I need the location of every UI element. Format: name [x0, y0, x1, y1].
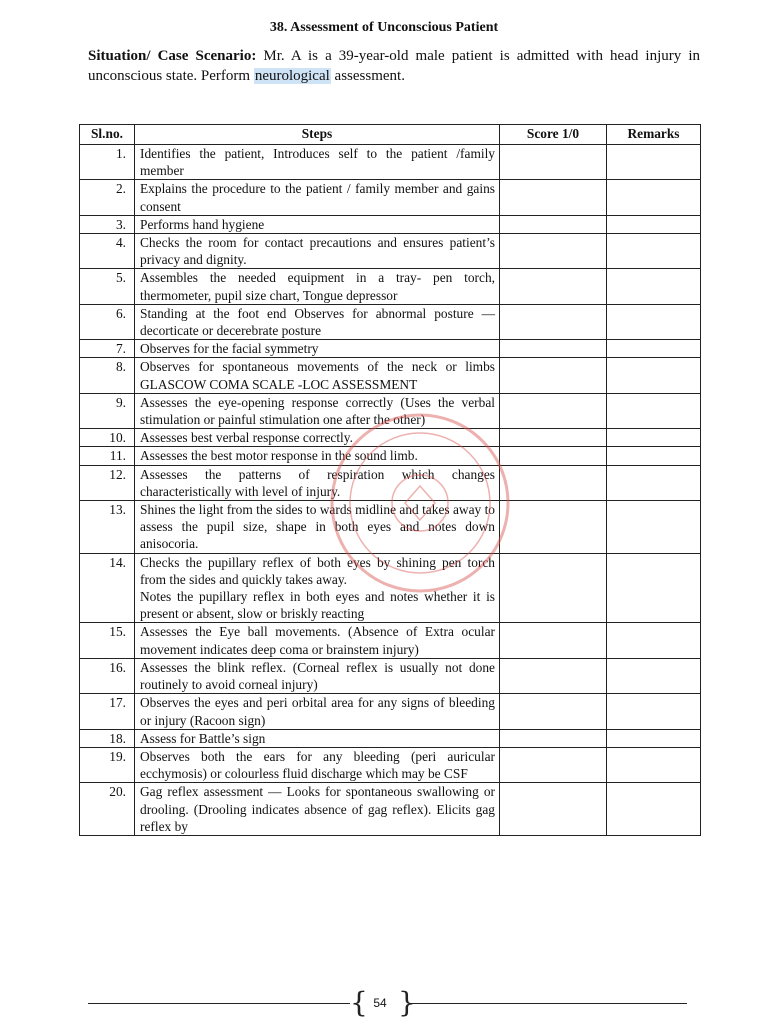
row-step-text: Explains the procedure to the patient / family member and gains consent [140, 181, 495, 214]
row-sl-no: 13. [80, 501, 135, 554]
row-remarks-cell[interactable] [607, 215, 701, 233]
row-score-cell[interactable] [500, 553, 607, 623]
table-row [80, 358, 701, 393]
row-score-cell[interactable] [500, 729, 607, 747]
scenario-label: Situation/ Case Scenario: [88, 48, 257, 64]
row-step-text: Observes for the facial symmetry [140, 341, 319, 357]
scenario-highlight: neurological [254, 68, 330, 84]
row-score-cell[interactable] [500, 234, 607, 269]
table-row [80, 658, 701, 693]
row-step [135, 623, 500, 658]
row-step-text: Checks the pupillary reflex of both eyes by shining pen torch from the sides and quickly takes away. [140, 554, 495, 587]
row-score-cell[interactable] [500, 783, 607, 836]
table-row [80, 447, 701, 465]
table-row [80, 234, 701, 269]
row-sl-no: 7. [80, 340, 135, 358]
row-score-cell[interactable] [500, 747, 607, 782]
row-remarks-cell[interactable] [607, 393, 701, 428]
row-step [135, 501, 500, 554]
row-score-cell[interactable] [500, 145, 607, 180]
footer-rule-right [412, 1003, 687, 1004]
row-sl-no: 20. [80, 783, 135, 836]
row-step [135, 729, 500, 747]
row-remarks-cell[interactable] [607, 658, 701, 693]
row-score-cell[interactable] [500, 304, 607, 339]
row-sl-no: 14. [80, 553, 135, 623]
row-step-text: Shines the light from the sides to wards midline and takes away to assess the pupil size, shape in both eyes and notes down anisocoria. [140, 502, 495, 552]
row-step [135, 145, 500, 180]
assessment-table [79, 124, 701, 836]
table-row [80, 465, 701, 500]
row-sl-no: 4. [80, 234, 135, 269]
row-score-cell[interactable] [500, 623, 607, 658]
table-row [80, 783, 701, 836]
row-step [135, 180, 500, 215]
row-sl-no: 18. [80, 729, 135, 747]
row-sl-no: 12. [80, 465, 135, 500]
row-remarks-cell[interactable] [607, 358, 701, 393]
row-step-text: Assess for Battle’s sign [140, 730, 266, 746]
row-step-text: Assesses best verbal response correctly. [140, 430, 353, 446]
row-score-cell[interactable] [500, 215, 607, 233]
row-score-cell[interactable] [500, 658, 607, 693]
row-step [135, 465, 500, 500]
row-remarks-cell[interactable] [607, 180, 701, 215]
row-remarks-cell[interactable] [607, 553, 701, 623]
row-step [135, 658, 500, 693]
row-score-cell[interactable] [500, 447, 607, 465]
row-remarks-cell[interactable] [607, 269, 701, 304]
row-sl-no: 5. [80, 269, 135, 304]
row-sl-no: 16. [80, 658, 135, 693]
row-step [135, 234, 500, 269]
row-score-cell[interactable] [500, 269, 607, 304]
footer-brace-left: { [350, 986, 368, 1019]
row-score-cell[interactable] [500, 429, 607, 447]
row-step-text: Gag reflex assessment — Looks for spontaneous swallowing or drooling. (Drooling indicates absence of gag reflex). Elicits gag reflex by [140, 784, 495, 834]
row-step-text: Assesses the blink reflex. (Corneal reflex is usually not done routinely to avoid corneal injury) [140, 659, 495, 693]
table-row [80, 145, 701, 180]
row-score-cell[interactable] [500, 340, 607, 358]
table-row [80, 501, 701, 554]
row-step [135, 393, 500, 428]
row-remarks-cell[interactable] [607, 145, 701, 180]
row-remarks-cell[interactable] [607, 304, 701, 339]
header-steps: Steps [135, 125, 500, 145]
row-remarks-cell[interactable] [607, 623, 701, 658]
table-row [80, 304, 701, 339]
row-step-text: Assesses the Eye ball movements. (Absence of Extra ocular movement indicates deep coma or brainstem injury) [140, 624, 495, 657]
row-step [135, 783, 500, 836]
row-step [135, 447, 500, 465]
row-score-cell[interactable] [500, 694, 607, 729]
row-remarks-cell[interactable] [607, 747, 701, 782]
footer-brace-right: } [398, 986, 416, 1019]
row-sl-no: 11. [80, 447, 135, 465]
row-score-cell[interactable] [500, 501, 607, 554]
row-sl-no: 8. [80, 358, 135, 393]
row-step [135, 215, 500, 233]
table-row [80, 215, 701, 233]
row-score-cell[interactable] [500, 465, 607, 500]
table-header-row [80, 125, 701, 145]
row-score-cell[interactable] [500, 180, 607, 215]
row-sl-no: 2. [80, 180, 135, 215]
row-step-text-continued: Notes the pupillary reflex in both eyes and notes whether it is present or absent, slow or briskly reacting [140, 589, 495, 622]
row-remarks-cell[interactable] [607, 465, 701, 500]
page-number: 54 [373, 996, 387, 1010]
row-step [135, 429, 500, 447]
row-sl-no: 6. [80, 304, 135, 339]
table-row [80, 747, 701, 782]
row-remarks-cell[interactable] [607, 340, 701, 358]
row-step-text: Identifies the patient, Introduces self to the patient /family member [140, 146, 495, 179]
row-step-text: Checks the room for contact precautions and ensures patient’s privacy and dignity. [140, 235, 495, 268]
row-step-text: Observes the eyes and peri orbital area for any signs of bleeding or injury (Racoon sign) [140, 695, 495, 728]
row-step [135, 340, 500, 358]
row-step [135, 269, 500, 304]
row-step [135, 747, 500, 782]
header-remarks: Remarks [607, 125, 701, 145]
table-row [80, 623, 701, 658]
row-step-text: Assembles the needed equipment in a tray- pen torch, thermometer, pupil size chart, Tongue depressor [140, 270, 495, 303]
row-step [135, 553, 500, 623]
row-step-text: Performs hand hygiene [140, 216, 265, 232]
row-sl-no: 19. [80, 747, 135, 782]
row-sl-no: 1. [80, 145, 135, 180]
row-step-text: Observes both the ears for any bleeding (peri auricular ecchymosis) or colourless fluid discharge which may be CSF [140, 748, 495, 782]
page-title: 38. Assessment of Unconscious Patient [269, 20, 499, 35]
row-remarks-cell[interactable] [607, 447, 701, 465]
row-step-text: Observes for spontaneous movements of the neck or limbs GLASCOW COMA SCALE -LOC ASSESSMENT [140, 359, 495, 392]
header-sl-no: Sl.no. [80, 125, 135, 145]
row-sl-no: 15. [80, 623, 135, 658]
table-row [80, 729, 701, 747]
row-remarks-cell[interactable] [607, 729, 701, 747]
row-remarks-cell[interactable] [607, 501, 701, 554]
row-step-text: Assesses the best motor response in the sound limb. [140, 448, 418, 464]
row-score-cell[interactable] [500, 393, 607, 428]
header-score: Score 1/0 [500, 125, 607, 145]
scenario-text-before: Mr. A is a 39-year-old male patient is admitted with head injury in unconscious state. Perform [88, 48, 701, 84]
row-score-cell[interactable] [500, 358, 607, 393]
scenario-text-after: assessment. [330, 68, 405, 84]
row-sl-no: 9. [80, 393, 135, 428]
row-step [135, 358, 500, 393]
table-row [80, 553, 701, 623]
case-scenario [88, 46, 700, 86]
row-sl-no: 17. [80, 694, 135, 729]
footer-rule-left [88, 1003, 350, 1004]
row-remarks-cell[interactable] [607, 429, 701, 447]
row-remarks-cell[interactable] [607, 783, 701, 836]
row-remarks-cell[interactable] [607, 694, 701, 729]
table-row [80, 429, 701, 447]
row-sl-no: 3. [80, 215, 135, 233]
row-step [135, 694, 500, 729]
row-step-text: Assesses the eye-opening response correctly (Uses the verbal stimulation or painful stimulation one after the other) [140, 394, 495, 428]
table-row [80, 340, 701, 358]
row-sl-no: 10. [80, 429, 135, 447]
row-step-text: Assesses the patterns of respiration which changes characteristically with level of injury. [140, 466, 495, 499]
table-row [80, 269, 701, 304]
table-row [80, 180, 701, 215]
table-row [80, 393, 701, 428]
row-remarks-cell[interactable] [607, 234, 701, 269]
row-step-text: Standing at the foot end Observes for abnormal posture — decorticate or decerebrate posture [140, 305, 495, 339]
table-row [80, 694, 701, 729]
row-step [135, 304, 500, 339]
